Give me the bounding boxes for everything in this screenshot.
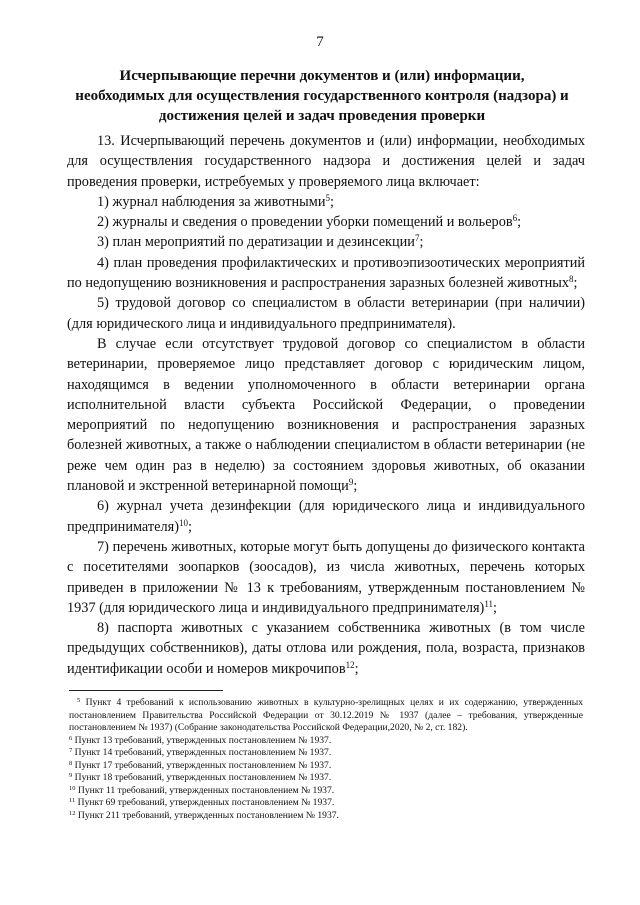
list-item-text: 8) паспорта животных с указанием собственника животных (в том числе предыдущих собственников), даты отлова или рождения, пола, возраста, признаков идентификации особи и номеров микрочипов bbox=[67, 620, 585, 677]
punctuation: ; bbox=[353, 478, 358, 495]
footnote-text: Пункт 17 требований, утвержденных постановлением № 1937. bbox=[74, 759, 332, 771]
list-item bbox=[67, 618, 585, 679]
footnote-mark: 7 bbox=[414, 233, 420, 244]
footnotes bbox=[69, 697, 583, 822]
footnote-mark: 5 bbox=[325, 192, 330, 203]
list-item-text: 2) журналы и сведения о проведении уборки помещений и вольеров bbox=[97, 214, 513, 231]
footnote bbox=[69, 760, 583, 773]
list-item bbox=[67, 212, 585, 232]
title-line: Исчерпывающие перечни документов и (или) информации, bbox=[119, 68, 525, 84]
footnote-mark: 6 bbox=[512, 213, 518, 224]
list-item-continuation bbox=[67, 334, 585, 496]
footnote-separator bbox=[69, 690, 223, 691]
footnote bbox=[69, 785, 583, 798]
footnote bbox=[69, 697, 583, 735]
footnote-mark: 8 bbox=[569, 274, 574, 285]
footnote-number: 10 bbox=[69, 784, 76, 792]
footnote-text: Пункт 11 требований, утвержденных постановлением № 1937. bbox=[77, 784, 335, 796]
list-item: 5) трудовой договор со специалистом в области ветеринарии (при наличии) (для юридического лица и индивидуального предпринимателя). bbox=[67, 295, 585, 332]
paragraph-13: 13. Исчерпывающий перечень документов и (или) информации, необходимых для осуществления государственного надзора и достижения целей и задач проведения проверки, истребуемых у проверяемого лица включает: bbox=[67, 133, 585, 190]
footnote-mark: 11 bbox=[484, 598, 493, 609]
footnote-text: Пункт 69 требований, утвержденных постановлением № 1937. bbox=[77, 797, 335, 808]
footnote bbox=[69, 810, 583, 823]
list-item-text: В случае если отсутствует трудовой договор со специалистом в области ветеринарии, проверяемое лицо представляет договор с юридическим лицом, находящимся в ведении уполномоченного в области ветеринарии органа исполнительной власти субъекта Российской Федерации, о проведении мероприятий по недопущению возникновения и распространения заразных болезней животных, а также о наблюдении специалистом в области ветеринарии (не реже чем один раз в неделю) за состоянием здоровья животных, об оказании плановой и экстренной ветеринарной помощи bbox=[67, 335, 585, 495]
footnote bbox=[69, 797, 583, 810]
list-item bbox=[67, 232, 585, 252]
footnote bbox=[69, 747, 583, 760]
list-item-text: 4) план проведения профилактических и противоэпизоотических мероприятий по недопущению возникновения и распространения заразных болезней животных bbox=[67, 254, 585, 292]
list-item-text: 7) перечень животных, которые могут быть допущены до физического контакта с посетителями зоопарков (зоосадов), из числа животных, перечень которых приведен в приложении № 13 к требованиям, утвержденным постановлением № 1937 (для юридического лица и индивидуального предпринимателя) bbox=[67, 538, 585, 616]
list-item-text: 1) журнал наблюдения за животными bbox=[97, 193, 326, 210]
footnote-number: 6 bbox=[69, 734, 73, 742]
punctuation: ; bbox=[419, 234, 424, 251]
footnote-number: 12 bbox=[69, 809, 76, 817]
footnote-mark: 9 bbox=[348, 477, 354, 488]
footnote bbox=[69, 772, 583, 785]
list-item bbox=[67, 537, 585, 618]
punctuation: ; bbox=[187, 518, 192, 535]
footnote-number: 7 bbox=[69, 747, 73, 754]
page-number: 7 bbox=[316, 34, 324, 50]
footnote-number: 9 bbox=[69, 772, 73, 779]
footnote-text: Пункт 18 требований, утвержденных постановлением № 1937. bbox=[74, 772, 332, 783]
footnote-text: Пункт 211 требований, утвержденных постановлением № 1937. bbox=[77, 809, 339, 821]
list-item bbox=[67, 192, 585, 212]
list-item-text: 3) план мероприятий по дератизации и дезинсекции bbox=[97, 234, 415, 251]
footnote-text: Пункт 14 требований, утвержденных постановлением № 1937. bbox=[74, 747, 332, 758]
punctuation: ; bbox=[354, 660, 359, 677]
footnote-text: Пункт 13 требований, утвержденных постановлением № 1937. bbox=[74, 734, 332, 746]
section-title bbox=[60, 66, 584, 126]
punctuation: ; bbox=[329, 193, 334, 210]
document-body bbox=[67, 131, 585, 679]
list-item-text: 6) журнал учета дезинфекции (для юридического лица и индивидуального предпринимателя) bbox=[67, 498, 585, 535]
punctuation: ; bbox=[517, 214, 522, 231]
list-item bbox=[67, 496, 585, 537]
list-item bbox=[67, 253, 585, 294]
footnote-mark: 12 bbox=[345, 659, 355, 670]
punctuation: ; bbox=[573, 275, 578, 292]
title-line: достижения целей и задач проведения проверки bbox=[158, 108, 486, 124]
footnote-number: 5 bbox=[77, 697, 81, 704]
title-line: необходимых для осуществления государственного контроля (надзора) и bbox=[75, 88, 569, 104]
footnote-number: 8 bbox=[69, 759, 73, 767]
footnote-number: 11 bbox=[69, 797, 76, 804]
footnote bbox=[69, 735, 583, 748]
footnote-text: Пункт 4 требований к использованию животных в культурно-зрелищных целях и их содержанию, утвержденных постановлением Правительства Российской Федерации от 30.12.2019 № 1937 (далее – требования, утвержденные постановлением № 1937) (Собрание законодательства Российской Федерации,2020, № 2, ст. 182). bbox=[69, 697, 583, 733]
punctuation: ; bbox=[492, 599, 497, 616]
footnote-mark: 10 bbox=[178, 517, 188, 528]
